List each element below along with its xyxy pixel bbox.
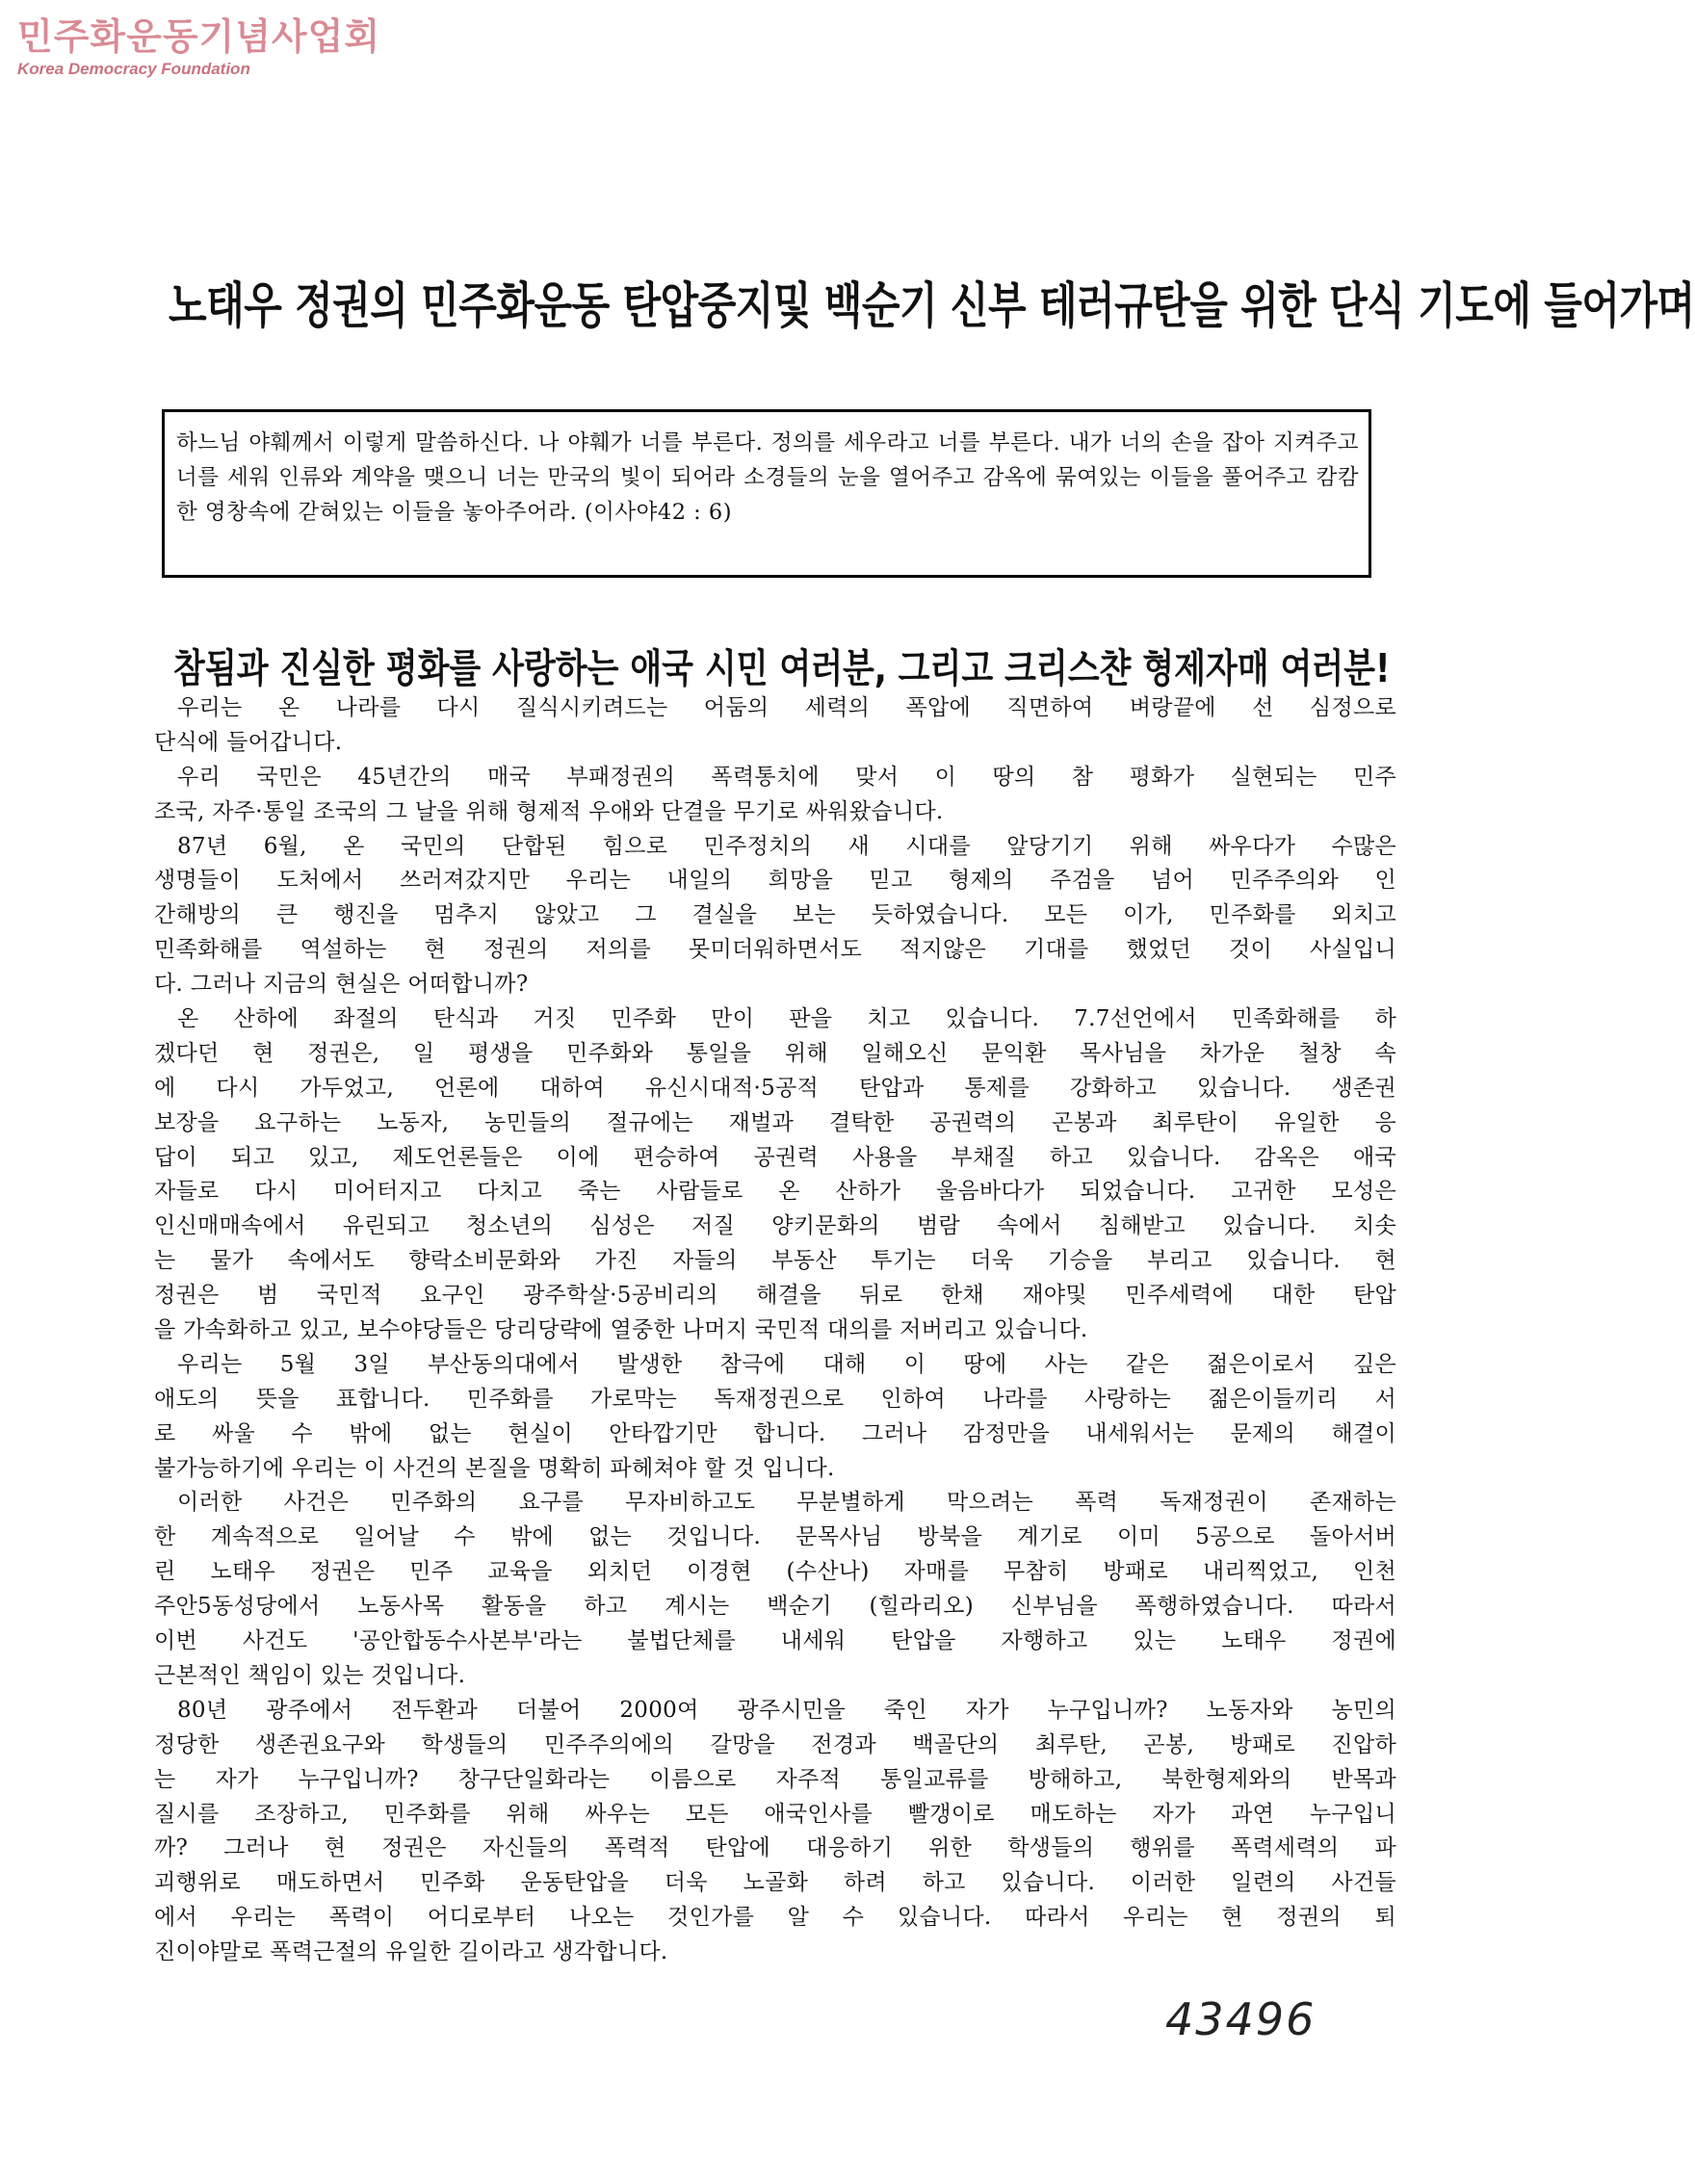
body-line: 87년 6월, 온 국민의 단합된 힘으로 민주정치의 새 시대를 앞당기기 위해 싸우다가 수많은 (177, 833, 1396, 859)
body-line: 겠다던 현 정권은, 일 평생을 민주화와 통일을 위해 일해오신 문익환 목사님을 차가운 철창 속 (154, 1040, 1396, 1066)
document-title: 노태우 정권의 민주화운동 탄압중지및 백순기 신부 테러규탄을 위한 단식 기도에 들어가며 (169, 276, 1695, 335)
body-line: 정권은 범 국민적 요구인 광주학살·5공비리의 해결을 뒤로 한채 재야및 민주세력에 대한 탄압 (154, 1283, 1396, 1309)
body-line: 을 가속화하고 있고, 보수야당들은 당리당략에 열중한 나머지 국민적 대의를 저버리고 있습니다. (154, 1317, 1088, 1343)
body-line: 다. 그러나 지금의 현실은 어떠합니까? (154, 972, 529, 998)
body-line: 답이 되고 있고, 제도언론들은 이에 편승하여 공권력 사용을 부채질 하고 있습니다. 감옥은 애국 (154, 1144, 1396, 1170)
body-text (154, 691, 1396, 1970)
body-line: 근본적인 책임이 있는 것입니다. (154, 1662, 466, 1688)
body-line: 간해방의 큰 행진을 멈추지 않았고 그 결실을 보는 듯하였습니다. 모든 이가, 민주화를 외치고 (154, 902, 1396, 928)
handwritten-archive-number: 43496 (1165, 1993, 1317, 2045)
body-line: 자들로 다시 미어터지고 다치고 죽는 사람들로 온 산하가 울음바다가 되었습니다. 고귀한 모성은 (154, 1179, 1396, 1205)
body-line: 조국, 자주·통일 조국의 그 날을 위해 형제적 우애와 단결을 무기로 싸워왔습니다. (154, 798, 944, 824)
body-line: 에 다시 가두었고, 언론에 대하여 유신시대적·5공적 탄압과 통제를 강화하고 있습니다. 생존권 (154, 1075, 1396, 1101)
body-line: 정당한 생존권요구와 학생들의 민주주의에의 갈망을 전경과 백골단의 최루탄, 곤봉, 방패로 진압하 (154, 1731, 1396, 1757)
body-line: 민족화해를 역설하는 현 정권의 저의를 못미더워하면서도 적지않은 기대를 했었던 것이 사실입니 (154, 937, 1396, 963)
body-line: 생명들이 도처에서 쓰러져갔지만 우리는 내일의 희망을 믿고 형제의 주검을 넘어 민주주의와 인 (154, 868, 1396, 894)
body-line: 이번 사건도 '공안합동수사본부'라는 불법단체를 내세워 탄압을 자행하고 있는 노태우 정권에 (154, 1628, 1396, 1654)
body-line: 80년 광주에서 전두환과 더불어 2000여 광주시민을 죽인 자가 누구입니까? 노동자와 농민의 (177, 1697, 1396, 1723)
body-line: 불가능하기에 우리는 이 사건의 본질을 명확히 파헤쳐야 할 것 입니다. (154, 1455, 835, 1481)
body-line: 괴행위로 매도하면서 민주화 운동탄압을 더욱 노골화 하려 하고 있습니다. 이러한 일련의 사건들 (154, 1870, 1396, 1896)
body-line: 에서 우리는 폭력이 어디로부터 나오는 것인가를 알 수 있습니다. 따라서 우리는 현 정권의 퇴 (154, 1905, 1396, 1931)
scripture-quote-box (162, 409, 1371, 578)
body-line: 우리 국민은 45년간의 매국 부패정권의 폭력통치에 맞서 이 땅의 참 평화가 실현되는 민주 (177, 764, 1396, 790)
body-line: 한 계속적으로 일어날 수 밖에 없는 것입니다. 문목사님 방북을 계기로 이미 5공으로 돌아서버 (154, 1524, 1396, 1550)
body-line: 는 자가 누구입니까? 창구단일화라는 이름으로 자주적 통일교류를 방해하고, 북한형제와의 반목과 (154, 1766, 1396, 1792)
body-line: 는 물가 속에서도 향락소비문화와 가진 자들의 부동산 투기는 더욱 기승을 부리고 있습니다. 현 (154, 1248, 1396, 1274)
body-line: 인신매매속에서 유린되고 청소년의 심성은 저질 양키문화의 범람 속에서 침해받고 있습니다. 치솟 (154, 1213, 1396, 1239)
body-line: 진이야말로 폭력근절의 유일한 길이라고 생각합니다. (154, 1939, 668, 1965)
body-line: 질시를 조장하고, 민주화를 위해 싸우는 모든 애국인사를 빨갱이로 매도하는 자가 과연 누구입니 (154, 1801, 1396, 1827)
section-heading: 참됨과 진실한 평화를 사랑하는 애국 시민 여러분, 그리고 크리스챤 형제자매 여러분! (173, 646, 1391, 692)
body-line: 온 산하에 좌절의 탄식과 거짓 민주화 만이 판을 치고 있습니다. 7.7선언에서 민족화해를 하 (177, 1006, 1396, 1032)
body-line: 보장을 요구하는 노동자, 농민들의 절규에는 재벌과 결탁한 공권력의 곤봉과 최루탄이 유일한 응 (154, 1109, 1396, 1135)
body-line: 단식에 들어갑니다. (154, 729, 343, 755)
body-line: 까? 그러나 현 정권은 자신들의 폭력적 탄압에 대응하기 위한 학생들의 행위를 폭력세력의 파 (154, 1835, 1396, 1861)
body-line: 이러한 사건은 민주화의 요구를 무자비하고도 무분별하게 막으려는 폭력 독재정권이 존재하는 (177, 1490, 1396, 1516)
body-line: 주안5동성당에서 노동사목 활동을 하고 계시는 백순기 (힐라리오) 신부님을 폭행하였습니다. 따라서 (154, 1594, 1396, 1620)
body-line: 우리는 5월 3일 부산동의대에서 발생한 참극에 대해 이 땅에 사는 같은 젊은이로서 깊은 (177, 1351, 1396, 1377)
body-line: 애도의 뜻을 표합니다. 민주화를 가로막는 독재정권으로 인하여 나라를 사랑하는 젊은이들끼리 서 (154, 1386, 1396, 1412)
logo-korean-text: 민주화운동기념사업회 (17, 15, 381, 58)
body-line: 린 노태우 정권은 민주 교육을 외치던 이경현 (수산나) 자매를 무참히 방패로 내리찍었고, 인천 (154, 1559, 1396, 1585)
foundation-logo (17, 15, 380, 79)
body-line: 우리는 온 나라를 다시 질식시키려드는 어둠의 세력의 폭압에 직면하여 벼랑끝에 선 심정으로 (177, 695, 1396, 720)
logo-english-text: Korea Democracy Foundation (17, 60, 250, 78)
body-line: 로 싸울 수 밖에 없는 현실이 안타깝기만 합니다. 그러나 감정만을 내세워서는 문제의 해결이 (154, 1420, 1396, 1446)
scripture-quote-text: 하느님 야훼께서 이렇게 말씀하신다. 나 야훼가 너를 부른다. 정의를 세우라고 너를 부른다. 내가 너의 손을 잡아 지켜주고 너를 세워 인류와 계약을 맺으니 너는 만국의 빛이 되어라 소경들의 눈을 열어주고 감옥에 묶여있는 이들을 풀어주고 캄캄한 영창속에 갇혀있는 이들을 놓아주어라. (이사야42 : 6) (176, 430, 1359, 525)
